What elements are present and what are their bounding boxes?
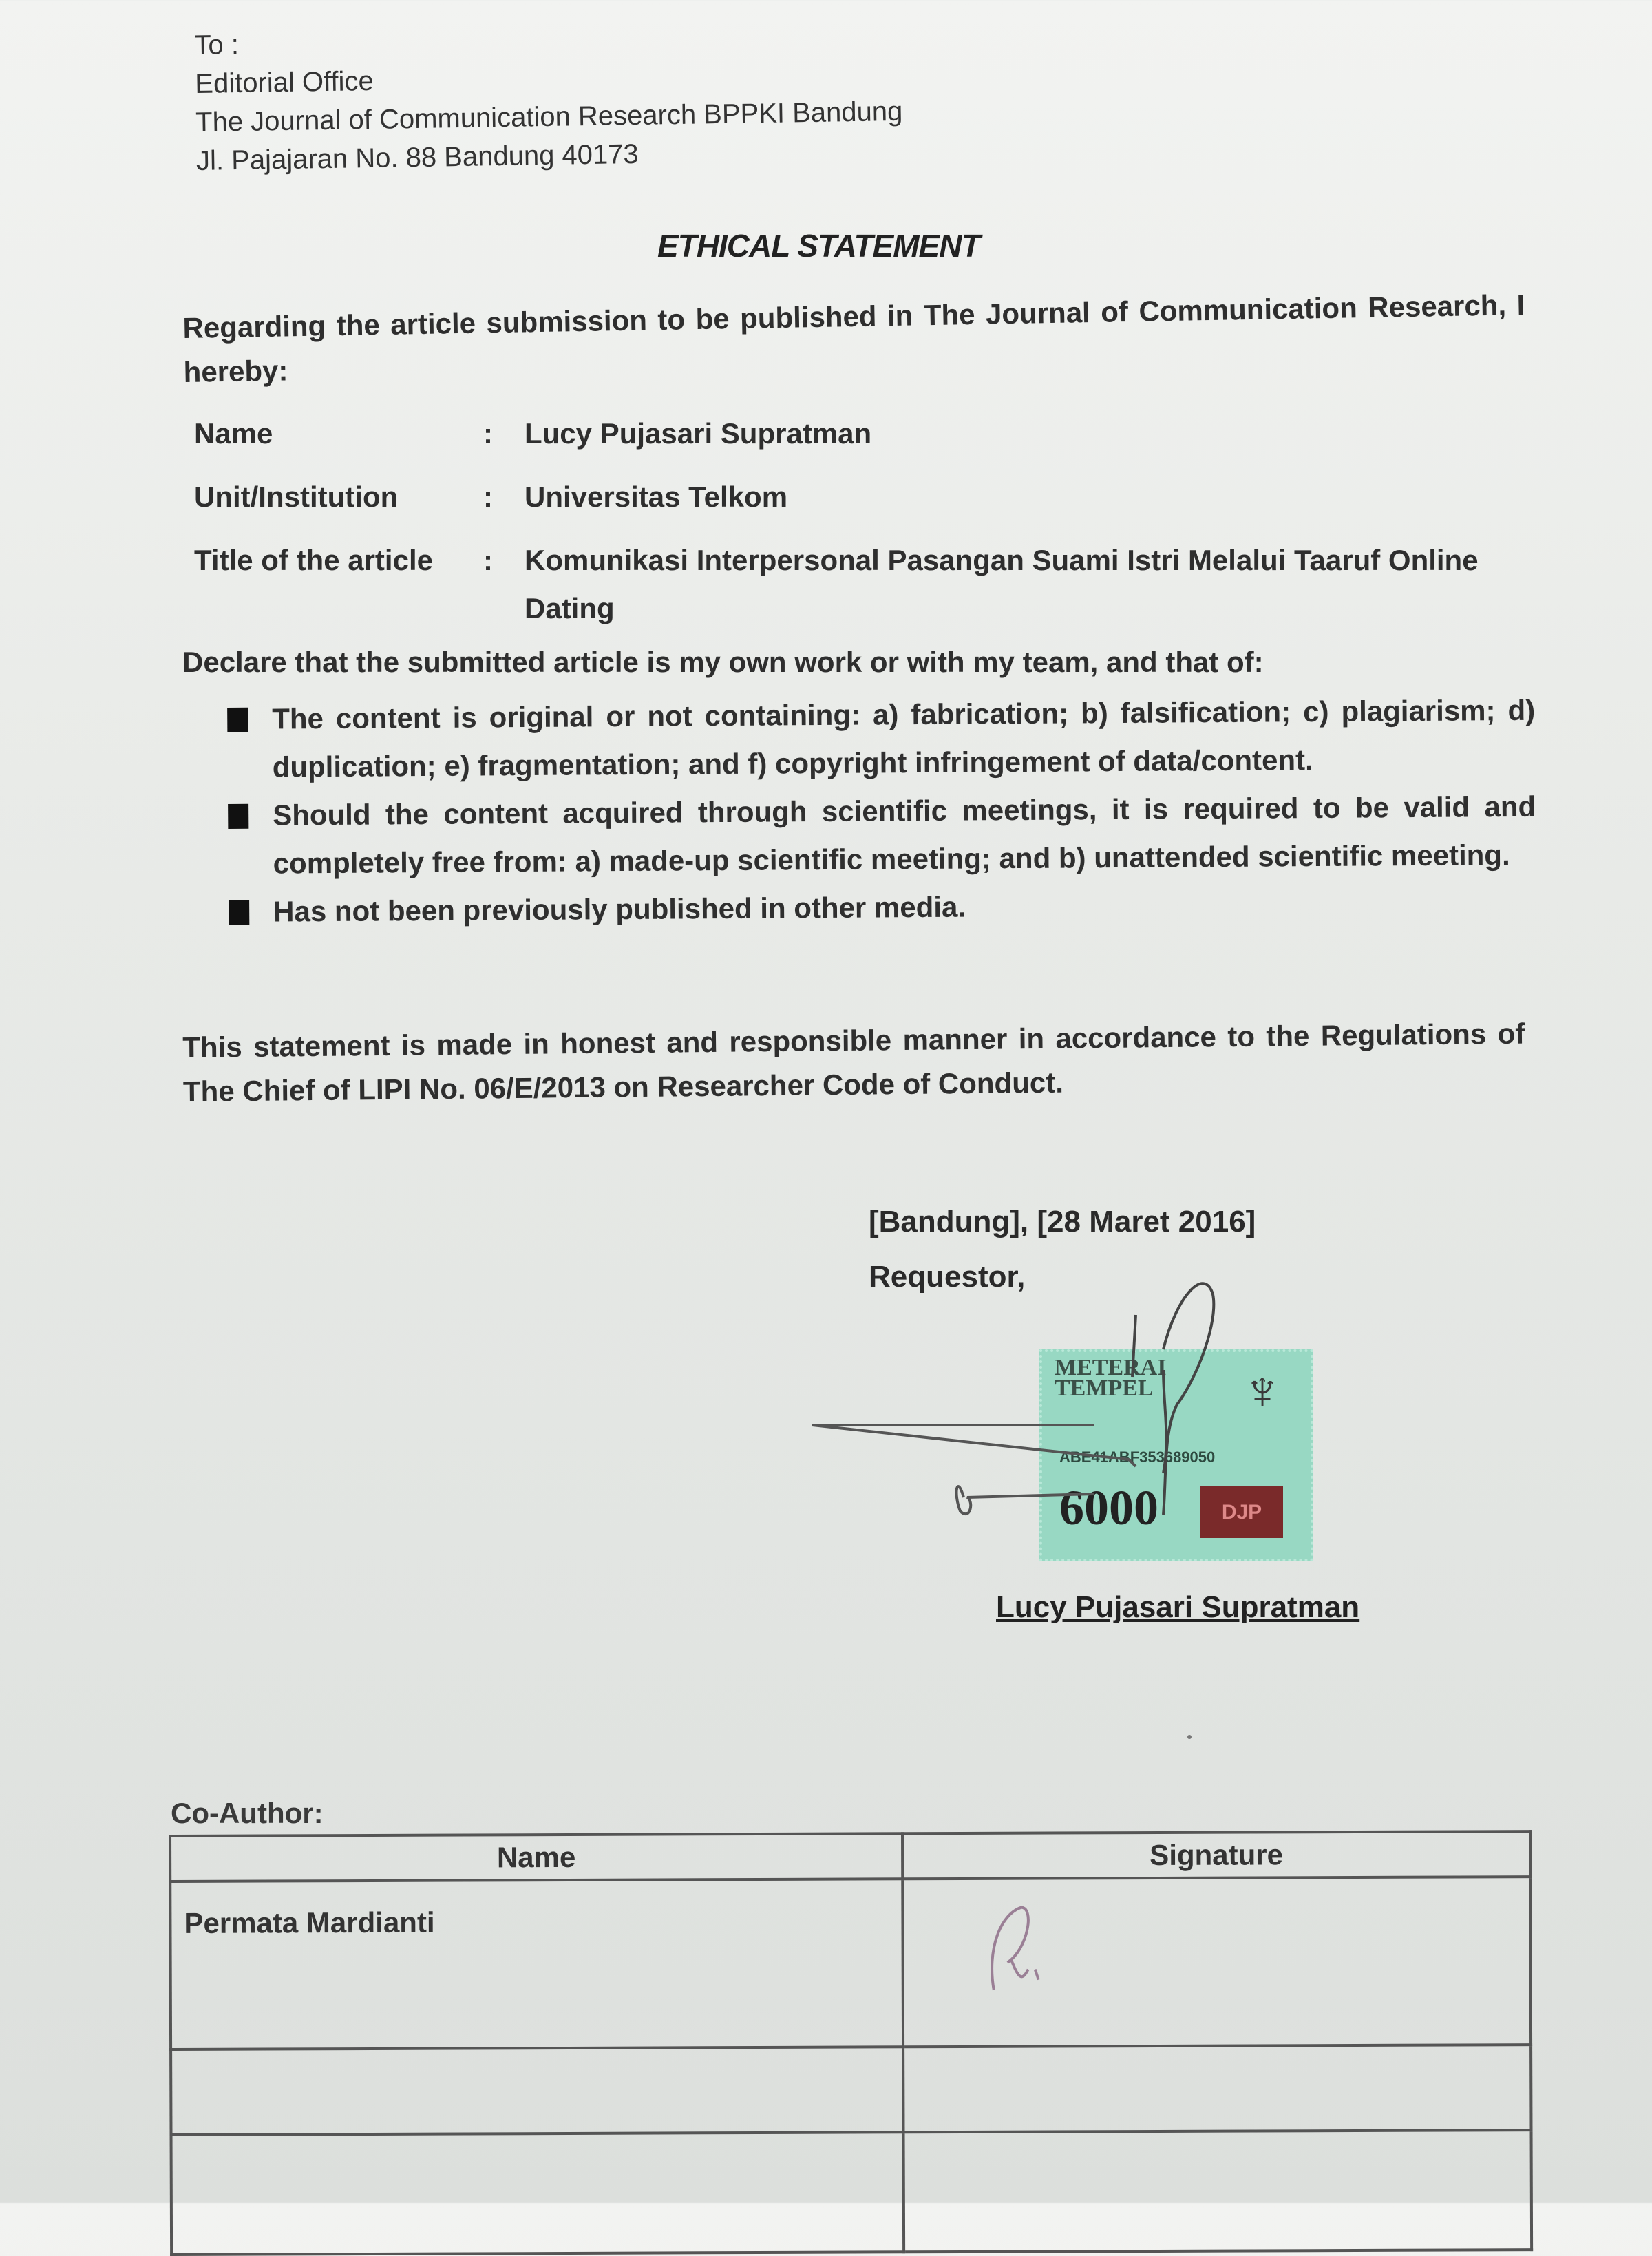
recipient-to: To : xyxy=(194,29,240,61)
requestor-label: Requestor, xyxy=(869,1260,1026,1294)
speck xyxy=(1187,1735,1192,1739)
list-item-text: The content is original or not containing: a) fabrication; b) falsification; c) plagiarism; d) duplication; e) fragmentation; and f) copyright infringement of data/content. xyxy=(272,693,1536,783)
coauthor-signature-cell xyxy=(903,2045,1531,2132)
table-row xyxy=(170,1877,1531,2049)
requestor-signature-icon xyxy=(805,1267,1370,1570)
field-label: Title of the article xyxy=(194,544,433,576)
field-colon: : xyxy=(483,481,493,513)
table-row xyxy=(171,2045,1531,2135)
signer-name: Lucy Pujasari Supratman xyxy=(996,1590,1360,1624)
field-value: Universitas Telkom xyxy=(525,481,788,513)
signature-area xyxy=(805,1267,1370,1570)
list-item xyxy=(229,879,1536,936)
stamp-value: 6000 xyxy=(1059,1480,1158,1535)
stamp-serial: ABE41ABF353689050 xyxy=(1059,1448,1216,1466)
square-bullet-icon xyxy=(228,804,248,829)
coauthor-signature-cell xyxy=(902,1877,1531,2047)
list-item xyxy=(228,783,1536,888)
intro-paragraph: Regarding the article submission to be published in The Journal of Communication Research, I hereby: xyxy=(182,288,1525,388)
field-value: Komunikasi Interpersonal Pasangan Suami Istri Melalui Taaruf Online Dating xyxy=(525,544,1479,624)
place-date: [Bandung], [28 Maret 2016] xyxy=(869,1205,1256,1238)
field-value: Lucy Pujasari Supratman xyxy=(525,417,872,450)
declare-paragraph: Declare that the submitted article is my own work or with my team, and that of: xyxy=(182,646,1264,678)
list-item-text: Has not been previously published in other media. xyxy=(273,890,966,928)
closing-paragraph: This statement is made in honest and responsible manner in accordance to the Regulations of The Chief of LIPI No. 06/E/2013 on Researcher Code of Conduct. xyxy=(182,1017,1525,1108)
field-name xyxy=(194,410,1516,458)
article-fields xyxy=(194,410,1516,648)
stamp-badge: DJP xyxy=(1200,1486,1283,1538)
declaration-list xyxy=(227,686,1536,936)
recipient-office: Editorial Office xyxy=(194,65,374,99)
field-label: Name xyxy=(194,417,273,450)
table-row xyxy=(171,2130,1532,2255)
column-header-signature: Signature xyxy=(902,1831,1530,1879)
coauthor-signature-icon xyxy=(959,1893,1097,2011)
field-institution xyxy=(194,473,1516,521)
coauthor-label: Co-Author: xyxy=(171,1797,324,1829)
recipient-journal: The Journal of Communication Research BPPKI Bandung xyxy=(195,96,903,138)
document-title: ETHICAL STATEMENT xyxy=(657,228,980,264)
field-label: Unit/Institution xyxy=(194,481,399,513)
recipient-block xyxy=(194,15,904,180)
garuda-emblem-icon: ♆ xyxy=(1242,1360,1283,1421)
field-colon: : xyxy=(483,417,493,450)
field-colon: : xyxy=(483,544,493,576)
field-article-title xyxy=(194,536,1516,633)
square-bullet-icon xyxy=(227,708,248,732)
coauthor-name-cell xyxy=(171,2132,904,2255)
square-bullet-icon xyxy=(229,900,249,925)
list-item xyxy=(227,686,1536,792)
coauthor-signature-cell xyxy=(904,2130,1532,2252)
recipient-address: Jl. Pajajaran No. 88 Bandung 40173 xyxy=(195,138,639,176)
coauthor-name-cell xyxy=(171,2047,903,2135)
table-header-row xyxy=(170,1831,1530,1881)
stamp-title: METERAI TEMPEL xyxy=(1055,1355,1167,1401)
coauthor-table xyxy=(169,1830,1533,2256)
list-item-text: Should the content acquired through scientific meetings, it is required to be valid and completely free from: a) made-up scientific meeting; and b) unattended scientific meeting. xyxy=(273,790,1536,880)
column-header-name: Name xyxy=(170,1833,902,1881)
coauthor-name-cell: Permata Mardianti xyxy=(170,1879,903,2049)
